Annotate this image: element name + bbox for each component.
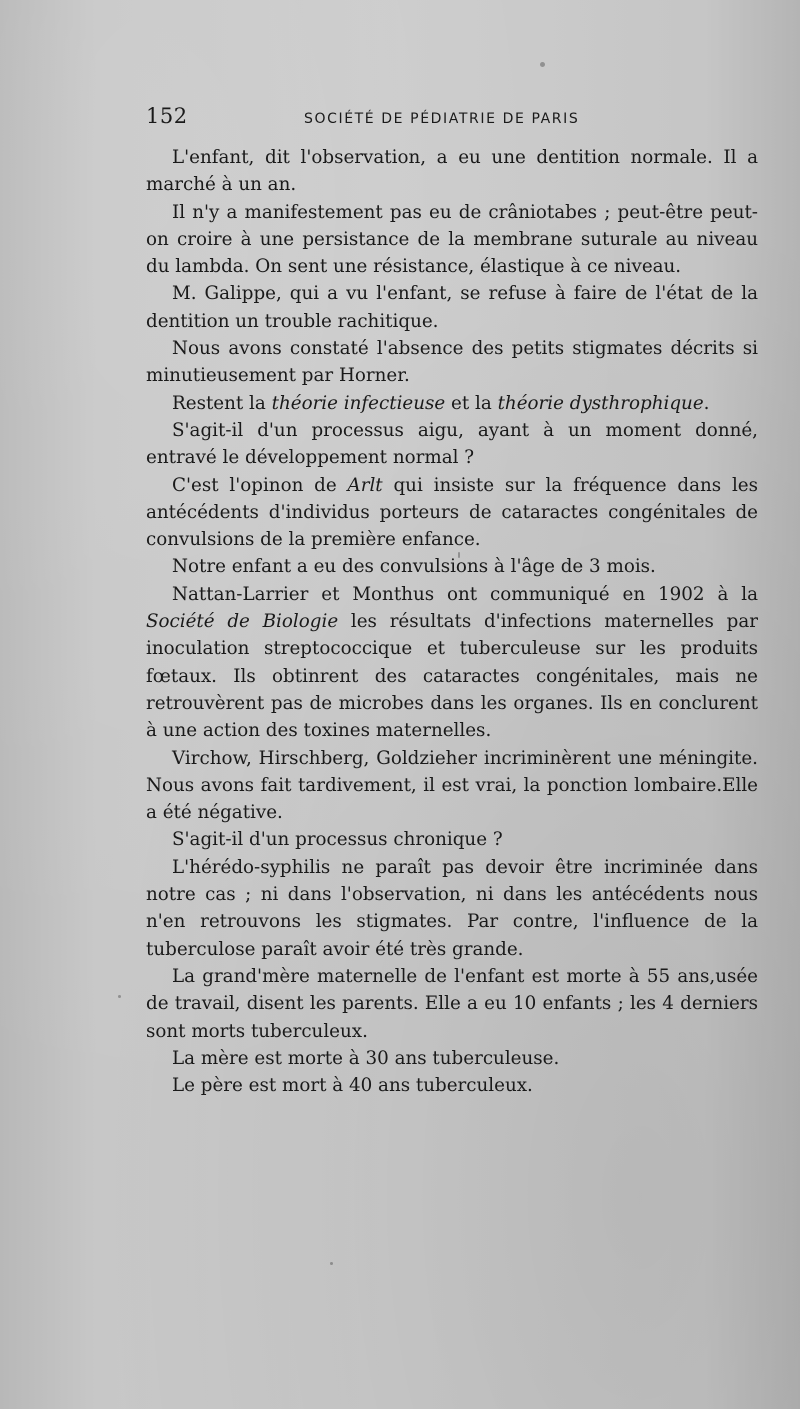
text-run: . <box>703 392 710 414</box>
paragraph-virchow: Virchow, Hirschberg, Goldzieher incriminèrent une méningite. Nous avons fait tardivement, il est vrai, la ponction lombaire.Elle a été négative. <box>146 747 758 824</box>
page-header <box>146 104 756 134</box>
paper-speck <box>540 62 545 67</box>
paper-speck <box>458 552 460 558</box>
text-run: C'est l'opinon de <box>172 474 348 496</box>
italic-term: Arlt <box>347 474 383 496</box>
italic-term: Société de Biologie <box>146 611 339 633</box>
text-run: Nattan-Larrier et Monthus ont communiqué en 1902 à la <box>172 583 758 605</box>
paragraph-dentition: L'enfant, dit l'observation, a eu une dentition normale. Il a marché à un an. <box>146 147 758 196</box>
paragraph-acute-process: S'agit-il d'un processus aigu, ayant à un moment donné, entravé le développement normal ? <box>146 419 758 469</box>
paragraph-father: Le père est mort à 40 ans tuberculeux. <box>172 1075 533 1097</box>
paragraph-horner: Nous avons constaté l'absence des petits stigmates décrits si minutieusement par Horner. <box>146 338 758 387</box>
text-run: les résultats d'infections maternelles par inoculation streptococcique et tuberculeuse sur les produits fœtaux. Ils obtinrent des cataractes congénitales, mais ne retrouvèrent pas de microbes dans les organes. Ils en conclurent à une action des toxines maternelles. <box>146 611 758 742</box>
page-number: 152 <box>146 104 188 128</box>
paragraph-galippe: M. Galippe, qui a vu l'enfant, se refuse à faire de l'état de la dentition un trouble rachitique. <box>146 283 758 332</box>
paragraph-nattan-larrier <box>146 581 758 745</box>
paper-speck <box>118 995 121 998</box>
paragraph-convulsions: Notre enfant a eu des convulsions à l'âge de 3 mois. <box>172 556 656 578</box>
running-title: SOCIÉTÉ DE PÉDIATRIE DE PARIS <box>304 111 580 127</box>
paragraph-heredo-syphilis: L'hérédo-syphilis ne paraît pas devoir être incriminée dans notre cas ; ni dans l'observation, ni dans les antécédents nous n'en retrouvons les stigmates. Par contre, l'influence de la tuberculose paraît avoir été très grande. <box>146 856 758 960</box>
paper-speck <box>330 1262 333 1265</box>
paragraph-grandmother: La grand'mère maternelle de l'enfant est morte à 55 ans,usée de travail, disent les parents. Elle a eu 10 enfants ; les 4 derniers sont morts tuberculeux. <box>146 965 758 1042</box>
paragraph-arlt <box>146 472 758 554</box>
italic-term: théorie infectieuse <box>271 392 446 414</box>
paragraph-chronic-process: S'agit-il d'un processus chronique ? <box>172 829 503 851</box>
paragraph-craniotabes: Il n'y a manifestement pas eu de crâniotabes ; peut-être peut-on croire à une persistance de la membrane suturale au niveau du lambda. On sent une résistance, élastique à ce niveau. <box>146 201 758 278</box>
italic-term: théorie dysthrophique <box>497 392 704 414</box>
text-run: et la <box>445 392 498 414</box>
text-run: Restent la <box>172 392 272 414</box>
paragraph-theories <box>146 390 758 417</box>
body-text <box>146 144 758 1099</box>
paragraph-mother: La mère est morte à 30 ans tuberculeuse. <box>172 1047 560 1069</box>
text-run: qui insiste sur la fréquence dans les antécédents d'individus porteurs de cataractes congénitales de convulsions de la première enfance. <box>146 474 758 551</box>
